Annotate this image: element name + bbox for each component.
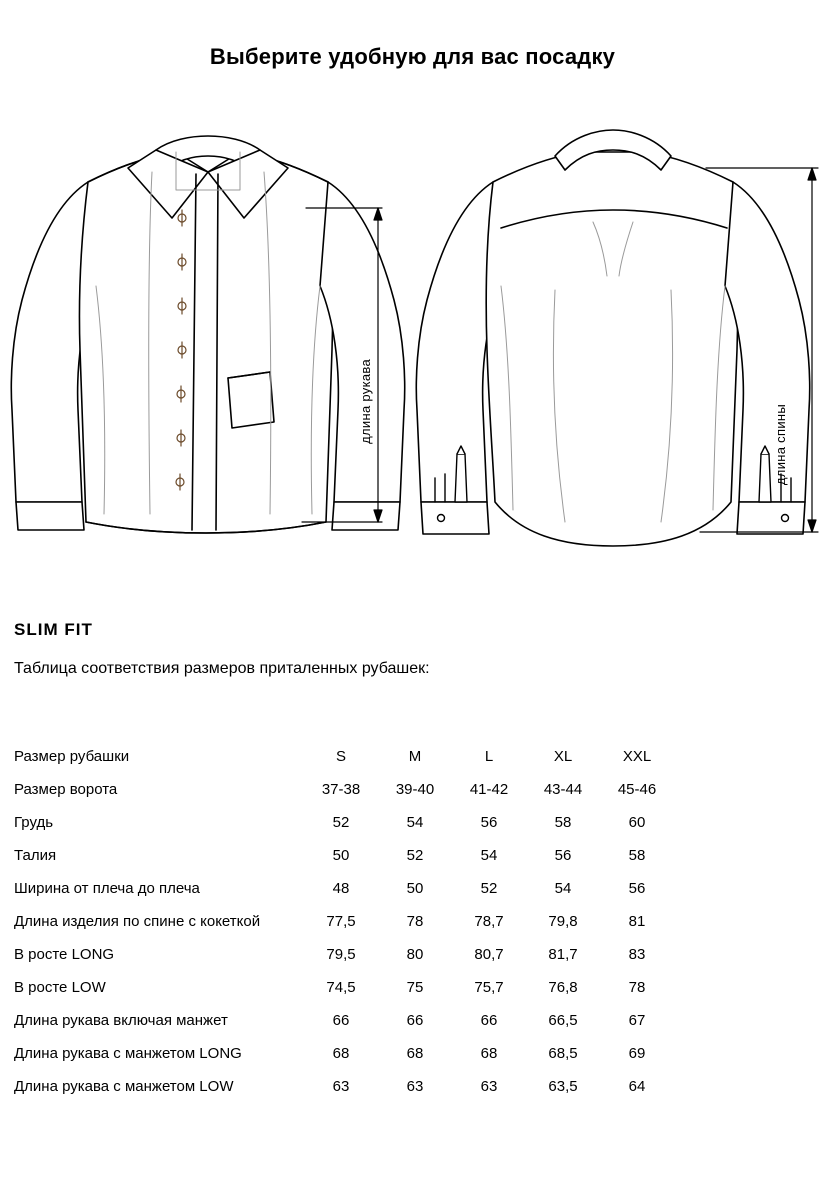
row-value: 56 (628, 880, 646, 897)
row-value: 39-40 (395, 781, 435, 798)
fit-subtitle: Таблица соответствия размеров приталенных рубашек: (14, 660, 430, 677)
back-shirt-diagram (416, 130, 809, 546)
row-label: Талия (14, 847, 57, 864)
size-chart-table (14, 740, 674, 1103)
row-value: 56 (480, 814, 498, 831)
row-label: Длина рукава включая манжет (14, 1012, 228, 1029)
row-value: 52 (406, 847, 424, 864)
back-length-label-wrap (773, 350, 788, 540)
row-value: 66 (332, 1012, 350, 1029)
row-value: 37-38 (321, 781, 361, 798)
table-column-xl: XL (553, 748, 573, 765)
shirt-illustrations (0, 110, 825, 570)
row-value: 78 (628, 979, 646, 996)
row-value: 45-46 (617, 781, 657, 798)
row-value: 81,7 (548, 946, 578, 963)
row-value: 68 (406, 1045, 424, 1062)
table-column-s: S (335, 748, 346, 765)
row-label: Длина рукава с манжетом LONG (14, 1045, 242, 1062)
row-value: 69 (628, 1045, 646, 1062)
row-value: 63,5 (548, 1078, 578, 1095)
sleeve-length-label-wrap (358, 306, 373, 496)
table-row (14, 872, 674, 905)
table-column-m: M (408, 748, 422, 765)
row-value: 80 (406, 946, 424, 963)
row-value: 54 (406, 814, 424, 831)
row-label: Размер ворота (14, 781, 118, 798)
table-row (14, 971, 674, 1004)
row-value: 68 (480, 1045, 498, 1062)
table-row (14, 806, 674, 839)
row-value: 81 (628, 913, 646, 930)
table-column-xxl: XXL (622, 748, 652, 765)
row-label: Грудь (14, 814, 54, 831)
row-value: 78 (406, 913, 424, 930)
row-label: Длина рукава с манжетом LOW (14, 1078, 234, 1095)
row-label: Ширина от плеча до плеча (14, 880, 200, 897)
row-value: 68,5 (548, 1045, 578, 1062)
row-value: 48 (332, 880, 350, 897)
sleeve-length-label: длина рукава (358, 358, 373, 444)
row-value: 75 (406, 979, 424, 996)
table-column-l: L (484, 748, 494, 765)
table-row (14, 1070, 674, 1103)
row-label: В росте LONG (14, 946, 115, 963)
row-value: 50 (332, 847, 350, 864)
row-value: 60 (628, 814, 646, 831)
row-value: 75,7 (474, 979, 504, 996)
fit-name: SLIM FIT (14, 620, 93, 639)
table-row (14, 1004, 674, 1037)
row-value: 56 (554, 847, 572, 864)
table-header-row (14, 740, 674, 773)
row-value: 76,8 (548, 979, 578, 996)
row-value: 66 (480, 1012, 498, 1029)
row-value: 63 (332, 1078, 350, 1095)
table-row (14, 773, 674, 806)
row-value: 63 (406, 1078, 424, 1095)
row-value: 68 (332, 1045, 350, 1062)
table-row (14, 938, 674, 971)
page-title: Выберите удобную для вас посадку (209, 44, 616, 69)
back-length-label: длина спины (773, 404, 788, 486)
row-value: 80,7 (474, 946, 504, 963)
front-shirt-diagram (11, 136, 404, 533)
row-value: 79,8 (548, 913, 578, 930)
row-value: 64 (628, 1078, 646, 1095)
row-value: 83 (628, 946, 646, 963)
row-value: 58 (628, 847, 646, 864)
row-value: 67 (628, 1012, 646, 1029)
row-value: 52 (332, 814, 350, 831)
table-row (14, 1037, 674, 1070)
shirt-diagram-svg (0, 110, 825, 570)
row-value: 54 (554, 880, 572, 897)
row-value: 78,7 (474, 913, 504, 930)
row-value: 74,5 (326, 979, 356, 996)
row-value: 58 (554, 814, 572, 831)
row-value: 79,5 (326, 946, 356, 963)
table-row (14, 839, 674, 872)
row-value: 50 (406, 880, 424, 897)
row-value: 52 (480, 880, 498, 897)
row-value: 77,5 (326, 913, 356, 930)
table-header-label: Размер рубашки (14, 748, 130, 765)
row-value: 66 (406, 1012, 424, 1029)
row-value: 54 (480, 847, 498, 864)
row-value: 41-42 (469, 781, 509, 798)
row-label: В росте LOW (14, 979, 106, 996)
row-value: 66,5 (548, 1012, 578, 1029)
row-value: 63 (480, 1078, 498, 1095)
table-row (14, 905, 674, 938)
row-label: Длина изделия по спине с кокеткой (14, 913, 261, 930)
row-value: 43-44 (543, 781, 583, 798)
